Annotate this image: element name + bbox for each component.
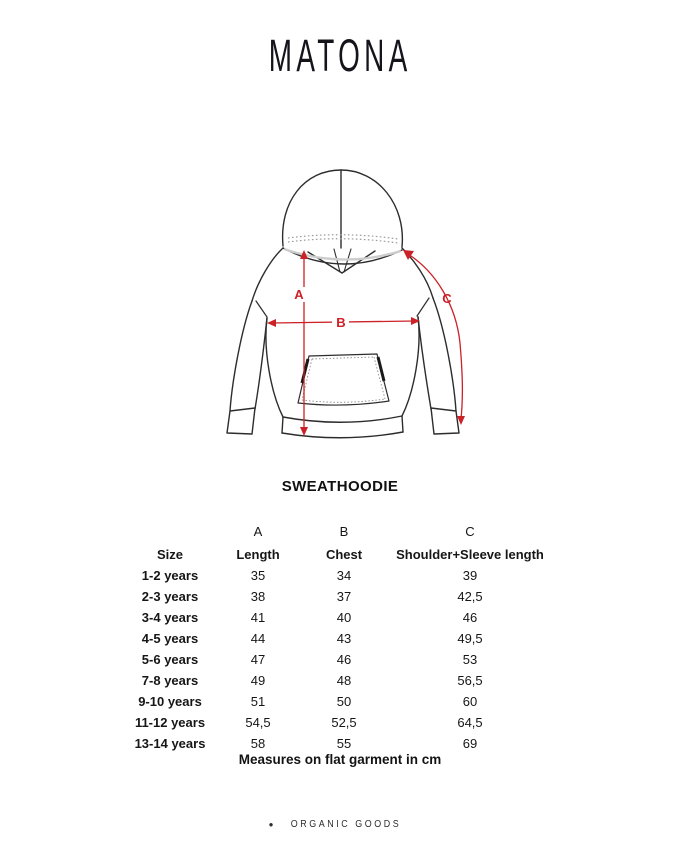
measure-label-b: B — [336, 315, 346, 330]
row-size-label: 2-3 years — [141, 589, 199, 604]
hood-outline — [283, 170, 403, 247]
left-sleeve-inner — [255, 318, 267, 409]
column-header-size: Size — [156, 547, 183, 562]
row-value-a-length: 44 — [250, 631, 266, 646]
row-value-b-chest: 50 — [336, 694, 352, 709]
measure-label-c: C — [442, 291, 452, 306]
pocket-stitching — [302, 357, 385, 402]
row-value-a-length: 51 — [250, 694, 266, 709]
right-cuff — [431, 408, 459, 434]
hem-bottom-edge — [282, 432, 403, 438]
hoodie-diagram — [0, 145, 680, 465]
left-sleeve-outer — [230, 301, 252, 411]
measure-arrow-a — [292, 250, 308, 436]
row-value-a-length: 58 — [250, 736, 266, 751]
left-body-side — [266, 318, 283, 417]
right-sleeve-outer — [433, 298, 456, 411]
row-value-a-length: 49 — [250, 673, 266, 688]
right-sleeve-inner — [418, 317, 431, 409]
row-size-label: 1-2 years — [141, 568, 199, 583]
row-value-a-length: 41 — [250, 610, 266, 625]
measure-arrow-c — [403, 250, 465, 425]
row-value-c-sleeve: 64,5 — [457, 715, 483, 730]
row-value-b-chest: 55 — [336, 736, 352, 751]
column-letter-b: B — [339, 524, 349, 539]
row-value-c-sleeve: 46 — [462, 610, 478, 625]
brand-logo — [0, 30, 680, 82]
pocket-opening-accents — [302, 357, 384, 383]
row-value-a-length: 35 — [250, 568, 266, 583]
row-value-c-sleeve: 49,5 — [457, 631, 483, 646]
hem-top-edge — [283, 416, 402, 422]
measure-arrow-b — [267, 314, 420, 330]
row-value-b-chest: 40 — [336, 610, 352, 625]
row-value-a-length: 47 — [250, 652, 266, 667]
row-value-a-length: 38 — [250, 589, 266, 604]
row-size-label: 5-6 years — [141, 652, 199, 667]
left-shoulder — [252, 248, 283, 301]
left-cuff — [227, 408, 255, 434]
hood-stitching — [288, 235, 398, 243]
row-value-c-sleeve: 39 — [462, 568, 478, 583]
row-size-label: 11-12 years — [134, 715, 206, 730]
row-value-b-chest: 48 — [336, 673, 352, 688]
hoodie-outline — [227, 170, 459, 438]
product-title: SWEATHOODIE — [281, 478, 399, 495]
size-table — [109, 523, 544, 754]
right-body-side — [402, 317, 419, 416]
row-size-label: 7-8 years — [141, 673, 199, 688]
column-header-chest: Chest — [325, 547, 363, 562]
row-size-label: 13-14 years — [134, 736, 206, 751]
row-value-b-chest: 34 — [336, 568, 352, 583]
footer-tagline — [0, 815, 680, 833]
row-value-c-sleeve: 69 — [462, 736, 478, 751]
row-value-b-chest: 43 — [336, 631, 352, 646]
row-value-c-sleeve: 60 — [462, 694, 478, 709]
row-value-b-chest: 52,5 — [331, 715, 357, 730]
measure-label-a: A — [294, 287, 304, 302]
row-size-label: 4-5 years — [141, 631, 199, 646]
table-corner-spacer — [109, 523, 231, 540]
table-footnote: Measures on flat garment in cm — [238, 752, 442, 767]
bullet-icon: ● — [268, 820, 274, 829]
column-letter-a: A — [253, 524, 263, 539]
brand-logo-text: MATONA — [268, 30, 412, 81]
row-value-c-sleeve: 42,5 — [457, 589, 483, 604]
column-header-sleeve: Shoulder+Sleeve length — [396, 547, 544, 562]
column-letter-c: C — [465, 524, 475, 539]
row-value-b-chest: 37 — [336, 589, 352, 604]
row-value-a-length: 54,5 — [245, 715, 271, 730]
row-value-c-sleeve: 53 — [462, 652, 478, 667]
row-size-label: 9-10 years — [138, 694, 202, 709]
footer-tagline-text: ORGANIC GOODS — [291, 817, 402, 830]
row-value-c-sleeve: 56,5 — [457, 673, 483, 688]
row-size-label: 3-4 years — [141, 610, 199, 625]
row-value-b-chest: 46 — [336, 652, 352, 667]
column-header-length: Length — [236, 547, 280, 562]
